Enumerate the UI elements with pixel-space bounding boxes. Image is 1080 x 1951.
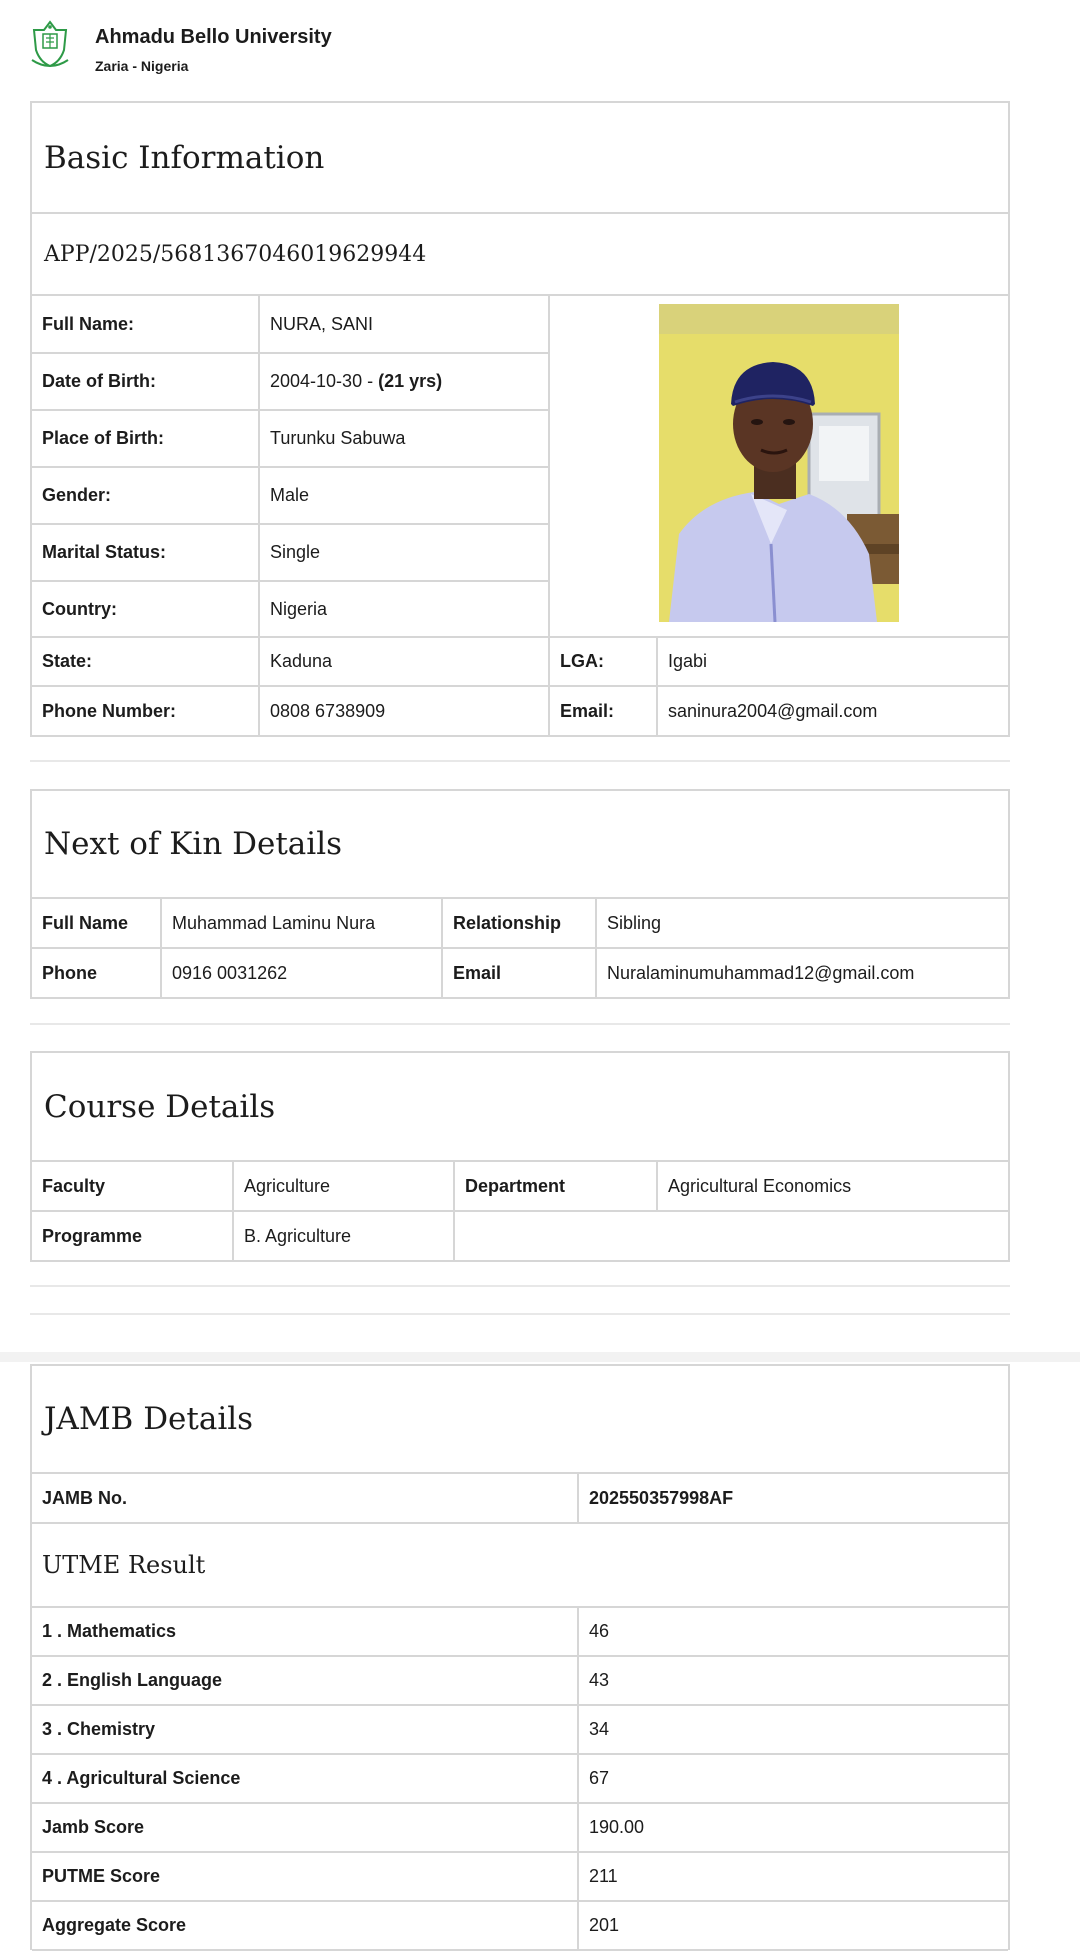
passport-photo <box>659 304 899 622</box>
jamb-details-title: JAMB Details <box>32 1366 1008 1474</box>
dob-label: Date of Birth: <box>32 353 259 410</box>
kin-email-label: Email <box>442 948 596 997</box>
application-id: APP/2025/5681367046019629944 <box>32 214 1008 296</box>
university-crest-icon <box>30 20 70 70</box>
programme-value: B. Agriculture <box>233 1211 454 1260</box>
state-label: State: <box>32 637 259 686</box>
jamb-score-value: 190.00 <box>578 1803 1008 1852</box>
jamb-details-card <box>30 1364 1010 1950</box>
divider <box>30 1285 1010 1287</box>
subject-label: 4 . Agricultural Science <box>32 1754 578 1803</box>
subject-label: 3 . Chemistry <box>32 1705 578 1754</box>
next-of-kin-table <box>32 899 1008 997</box>
gender-label: Gender: <box>32 467 259 524</box>
subject-score: 43 <box>578 1656 1008 1705</box>
basic-info-card <box>30 101 1010 737</box>
kin-relationship-label: Relationship <box>442 899 596 948</box>
phone-label: Phone Number: <box>32 686 259 735</box>
basic-info-title: Basic Information <box>32 103 1008 214</box>
university-name: Ahmadu Bello University <box>95 26 332 48</box>
aggregate-score-value: 201 <box>578 1901 1008 1950</box>
utme-result-heading: UTME Result <box>32 1523 1008 1607</box>
next-of-kin-title: Next of Kin Details <box>32 791 1008 899</box>
putme-score-value: 211 <box>578 1852 1008 1901</box>
page-break-band <box>0 1352 1080 1362</box>
kin-full-name-value: Muhammad Laminu Nura <box>161 899 442 948</box>
full-name-label: Full Name: <box>32 296 259 353</box>
basic-info-table <box>32 296 1008 735</box>
course-details-table <box>32 1162 1008 1260</box>
jamb-score-label: Jamb Score <box>32 1803 578 1852</box>
subject-label: 2 . English Language <box>32 1656 578 1705</box>
state-value: Kaduna <box>259 637 549 686</box>
email-value: saninura2004@gmail.com <box>657 686 1008 735</box>
department-value: Agricultural Economics <box>657 1162 1008 1211</box>
putme-score-label: PUTME Score <box>32 1852 578 1901</box>
kin-email-value: Nuralaminumuhammad12@gmail.com <box>596 948 1008 997</box>
programme-label: Programme <box>32 1211 233 1260</box>
faculty-value: Agriculture <box>233 1162 454 1211</box>
kin-phone-label: Phone <box>32 948 161 997</box>
course-details-title: Course Details <box>32 1053 1008 1162</box>
marital-value: Single <box>259 524 549 581</box>
dob-date: 2004-10-30 - <box>270 371 379 391</box>
next-of-kin-card <box>30 789 1010 999</box>
photo-cell <box>549 296 1008 637</box>
kin-full-name-label: Full Name <box>32 899 161 948</box>
course-details-card <box>30 1051 1010 1262</box>
country-value: Nigeria <box>259 581 549 637</box>
subject-score: 34 <box>578 1705 1008 1754</box>
divider <box>30 1023 1010 1025</box>
marital-label: Marital Status: <box>32 524 259 581</box>
page-header <box>30 18 332 78</box>
empty-cell <box>454 1211 1008 1260</box>
phone-value: 0808 6738909 <box>259 686 549 735</box>
subject-label: 1 . Mathematics <box>32 1607 578 1656</box>
dob-value <box>259 353 549 410</box>
lga-label: LGA: <box>549 637 657 686</box>
pob-label: Place of Birth: <box>32 410 259 467</box>
divider <box>30 1313 1010 1315</box>
jamb-details-table <box>32 1474 1008 1951</box>
university-location: Zaria - Nigeria <box>95 58 189 74</box>
subject-score: 46 <box>578 1607 1008 1656</box>
faculty-label: Faculty <box>32 1162 233 1211</box>
country-label: Country: <box>32 581 259 637</box>
jamb-no-value: 202550357998AF <box>578 1474 1008 1523</box>
divider <box>30 760 1010 762</box>
department-label: Department <box>454 1162 657 1211</box>
lga-value: Igabi <box>657 637 1008 686</box>
gender-value: Male <box>259 467 549 524</box>
kin-relationship-value: Sibling <box>596 899 1008 948</box>
dob-age: (21 yrs) <box>378 371 443 391</box>
aggregate-score-label: Aggregate Score <box>32 1901 578 1950</box>
email-label: Email: <box>549 686 657 735</box>
pob-value: Turunku Sabuwa <box>259 410 549 467</box>
subject-score: 67 <box>578 1754 1008 1803</box>
full-name-value: NURA, SANI <box>259 296 549 353</box>
kin-phone-value: 0916 0031262 <box>161 948 442 997</box>
jamb-no-label: JAMB No. <box>32 1474 578 1523</box>
